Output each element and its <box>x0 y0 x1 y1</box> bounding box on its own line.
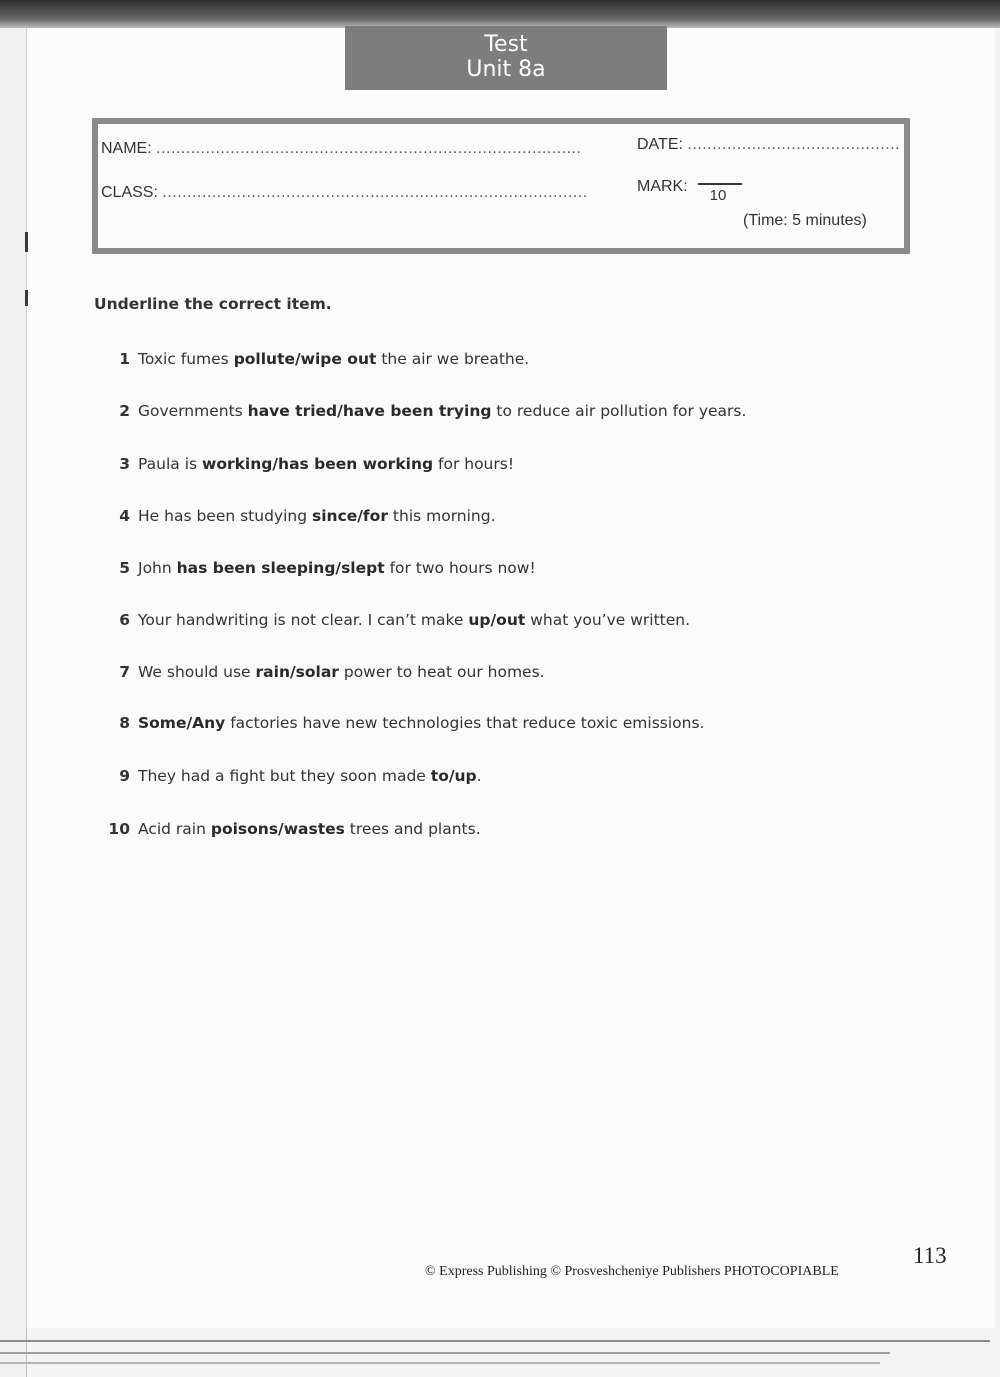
question-item <box>100 402 746 420</box>
name-label: NAME: <box>101 140 152 157</box>
page-edge-line <box>0 1362 880 1364</box>
answer-choices[interactable]: working/has been working <box>202 455 434 473</box>
scan-top-shadow <box>0 0 1000 28</box>
question-item <box>100 611 690 629</box>
question-number: 4 <box>119 507 130 525</box>
question-number: 3 <box>119 455 130 473</box>
question-text-before: We should use <box>138 663 256 681</box>
question-item <box>100 455 514 473</box>
instruction-text: Underline the correct item. <box>94 295 332 313</box>
question-number: 7 <box>119 663 130 681</box>
mark-label: MARK: <box>637 178 688 195</box>
question-text-after: trees and plants. <box>344 820 481 838</box>
question-text-after: this morning. <box>387 507 496 525</box>
date-dots: ........................................... <box>687 136 901 153</box>
question-number: 8 <box>119 714 130 732</box>
answer-choices[interactable]: since/for <box>312 507 388 525</box>
question-number: 9 <box>119 767 130 785</box>
question-text-before: Acid rain <box>138 820 211 838</box>
question-text-before: Your handwriting is not clear. I can’t make <box>138 611 469 629</box>
question-number: 2 <box>119 402 130 420</box>
name-dots: ...................................................................................... <box>156 140 582 157</box>
question-item <box>100 663 545 681</box>
scan-left-margin <box>0 28 27 1377</box>
binder-mark <box>25 232 28 252</box>
answer-choices[interactable]: has been sleeping/slept <box>176 559 385 577</box>
mark-denominator: 10 <box>709 186 727 204</box>
answer-choices[interactable]: to/up <box>430 767 477 785</box>
page-edge-line <box>0 1340 990 1342</box>
question-text-before: Governments <box>138 402 248 420</box>
date-field[interactable] <box>637 136 900 154</box>
test-title-banner <box>345 26 667 90</box>
question-text-after: for hours! <box>433 455 515 473</box>
page-number: 113 <box>913 1243 947 1268</box>
question-number: 10 <box>108 820 130 838</box>
question-text-after: . <box>476 767 482 785</box>
answer-choices[interactable]: poisons/wastes <box>210 820 345 838</box>
title-line-unit: Unit 8a <box>466 57 546 82</box>
student-info-box <box>92 118 910 254</box>
question-text-after: factories have new technologies that reduce toxic emissions. <box>225 714 705 732</box>
title-line-test: Test <box>484 32 528 57</box>
question-text-after: the air we breathe. <box>376 350 530 368</box>
question-text-before: John <box>138 559 177 577</box>
question-number: 1 <box>119 350 130 368</box>
mark-fraction[interactable] <box>698 172 738 204</box>
page-edge-line <box>0 1352 890 1354</box>
question-number: 5 <box>119 559 130 577</box>
date-label: DATE: <box>637 136 683 153</box>
mark-fraction-bar <box>698 183 742 185</box>
question-item <box>100 714 704 732</box>
question-text-after: for two hours now! <box>384 559 536 577</box>
answer-choices[interactable]: have tried/have been trying <box>247 402 492 420</box>
class-label: CLASS: <box>101 184 158 201</box>
question-text-after: power to heat our homes. <box>338 663 545 681</box>
name-field[interactable] <box>101 140 581 158</box>
answer-choices[interactable]: rain/solar <box>255 663 339 681</box>
question-text-before: Paula is <box>138 455 203 473</box>
question-item <box>100 820 481 838</box>
class-dots: ...................................................................................... <box>162 184 588 201</box>
answer-choices[interactable]: up/out <box>468 611 526 629</box>
question-item <box>100 507 496 525</box>
question-text-before: They had a fight but they soon made <box>138 767 431 785</box>
question-number: 6 <box>119 611 130 629</box>
question-text-before: Toxic fumes <box>138 350 234 368</box>
question-text-after: what you’ve written. <box>525 611 691 629</box>
binder-mark <box>25 290 28 306</box>
copyright-footer: © Express Publishing © Prosveshcheniye Publishers PHOTOCOPIABLE <box>425 1264 839 1279</box>
question-item <box>100 767 482 785</box>
question-item <box>100 350 529 368</box>
time-note: (Time: 5 minutes) <box>743 212 867 229</box>
answer-choices[interactable]: pollute/wipe out <box>233 350 377 368</box>
question-text-after: to reduce air pollution for years. <box>491 402 747 420</box>
answer-choices[interactable]: Some/Any <box>138 714 226 732</box>
question-item <box>100 559 536 577</box>
class-field[interactable] <box>101 184 588 202</box>
question-text-before: He has been studying <box>138 507 312 525</box>
